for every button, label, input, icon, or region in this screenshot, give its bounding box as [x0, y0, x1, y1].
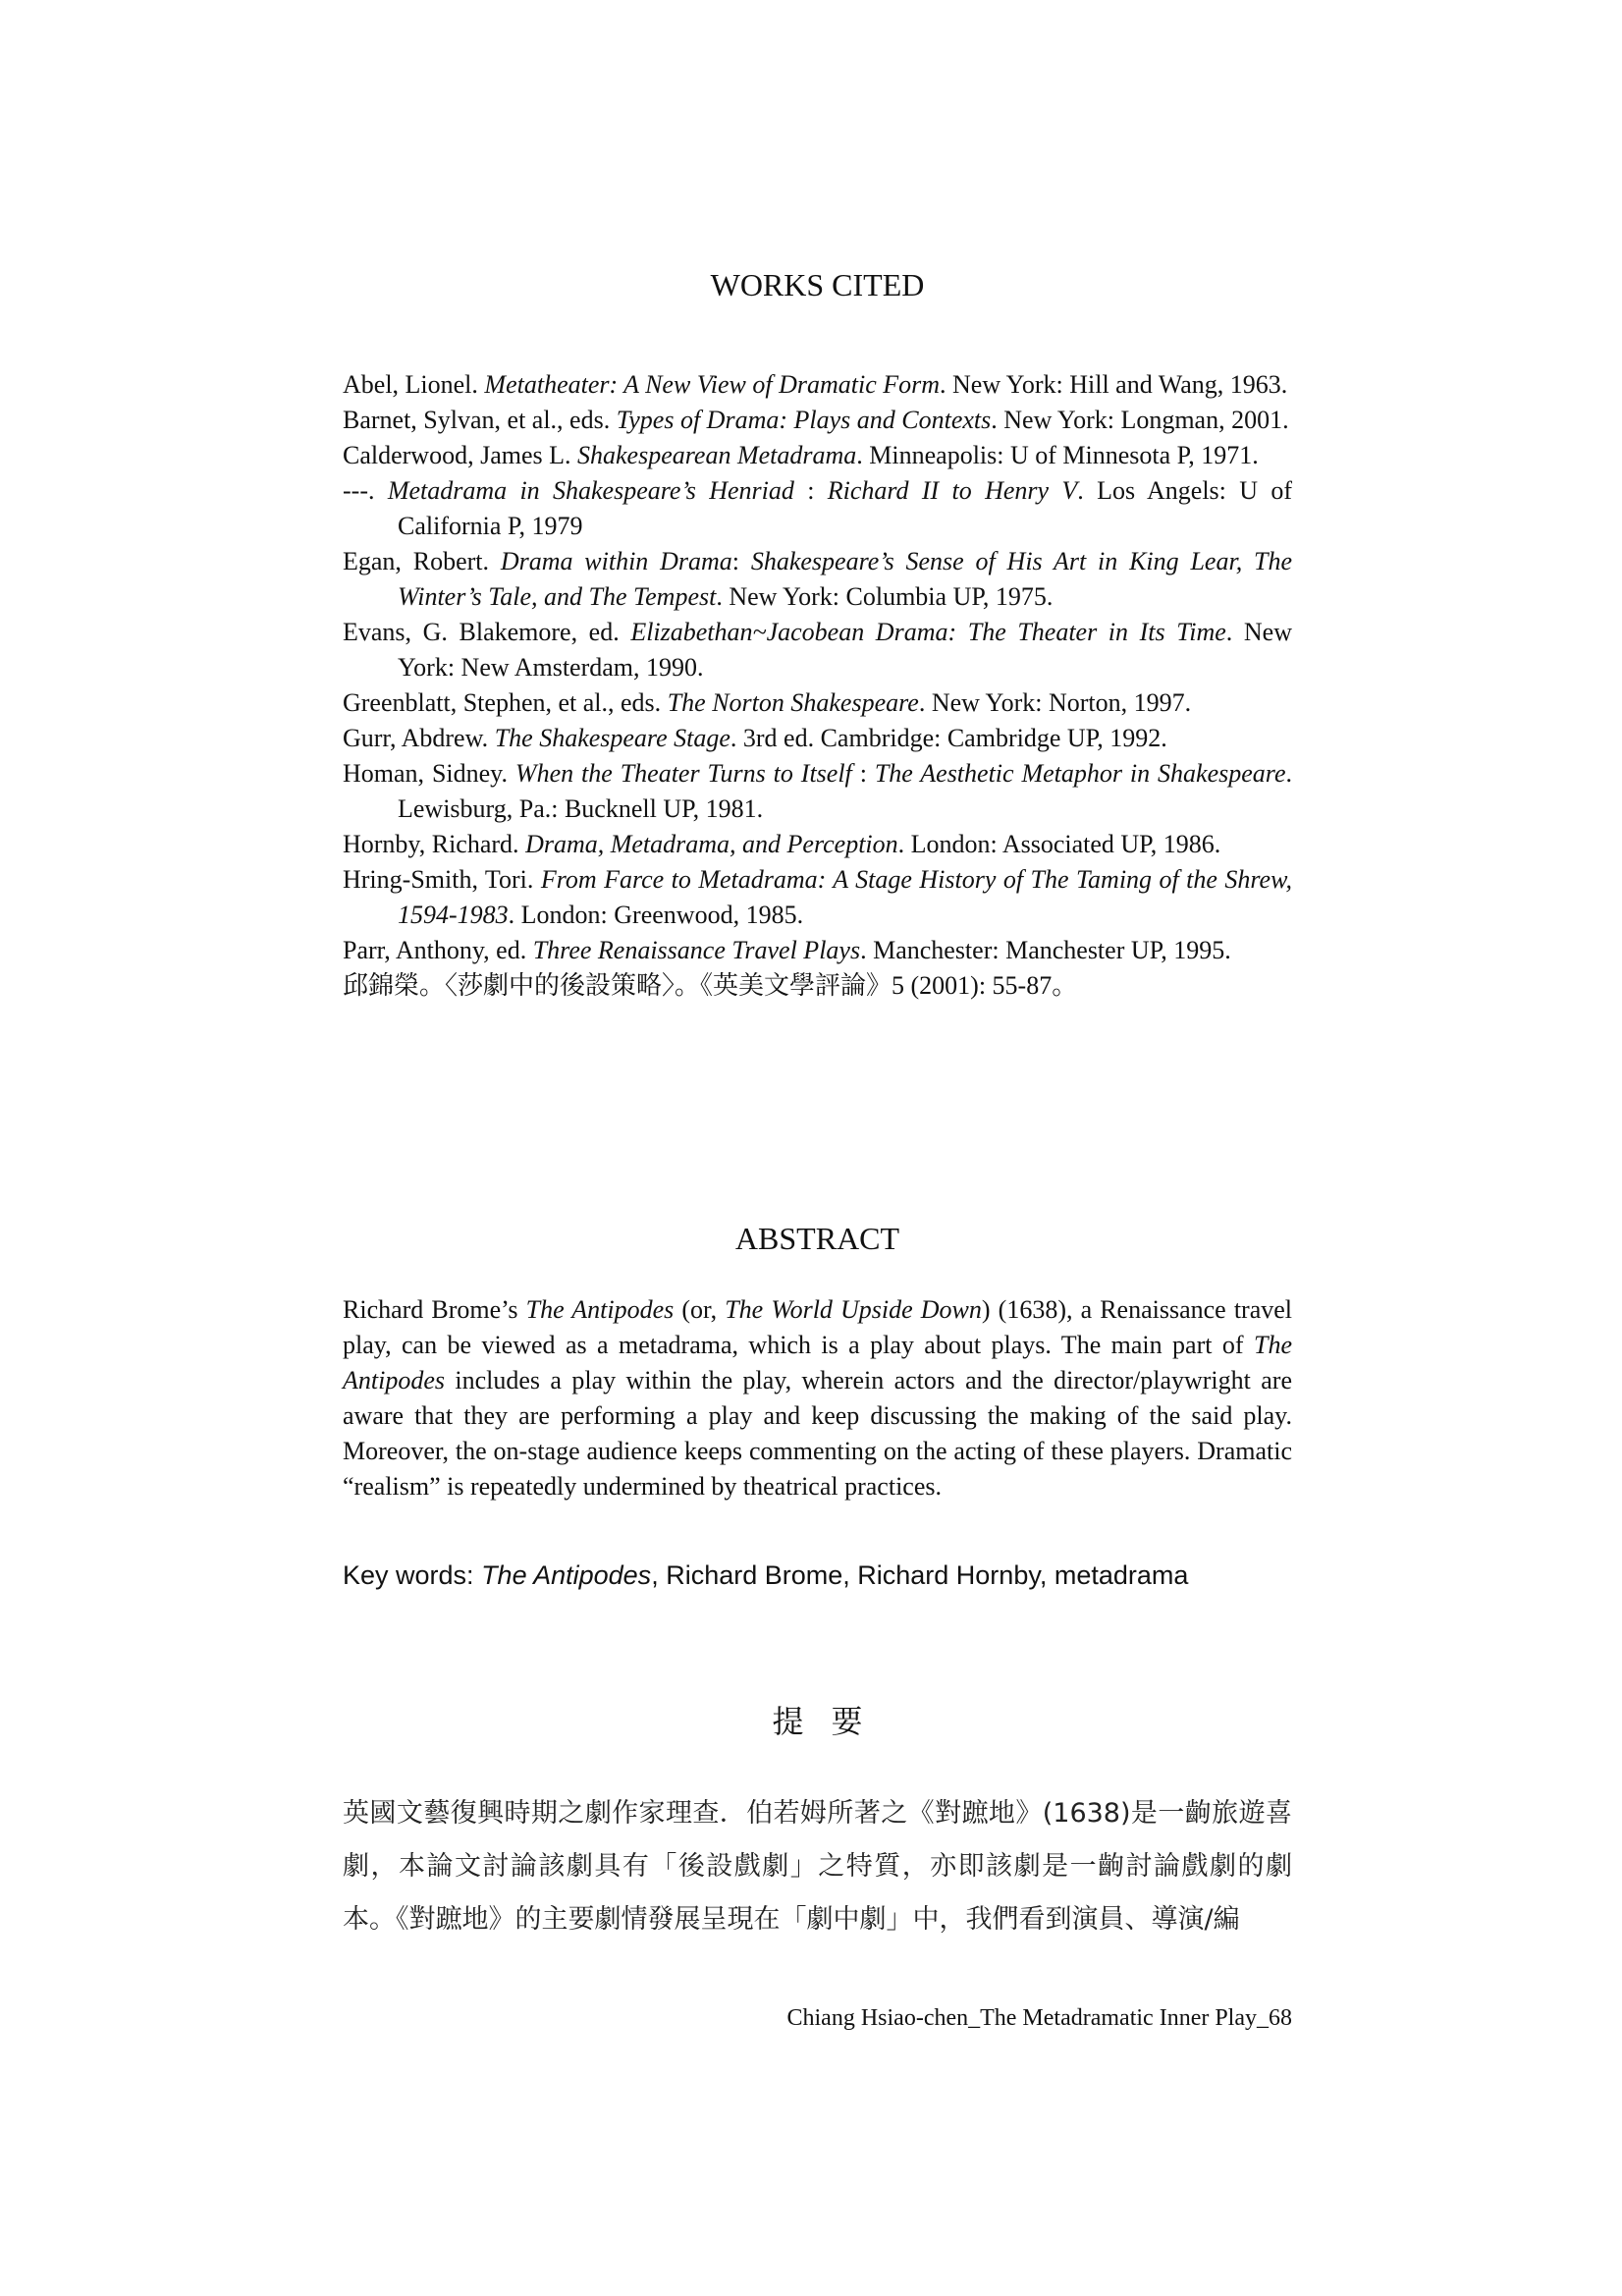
reference-title: From Farce to Metadrama: A Stage History of The Taming of the Shrew, 1594-1983	[398, 865, 1292, 929]
reference-text: . New York: Longman, 2001.	[991, 406, 1289, 434]
chinese-abstract-paragraph: 英國文藝復興時期之劇作家理查．伯若姆所著之《對蹠地》(1638)是一齣旅遊喜劇，本論文討論該劇具有「後設戲劇」之特質，亦即該劇是一齣討論戲劇的劇本。《對蹠地》的主要劇情發展呈現在「劇中劇」中，我們看到演員、導演/編	[343, 1798, 1292, 1935]
reference-title: Three Renaissance Travel Plays	[532, 936, 861, 964]
reference-text: . London: Greenwood, 1985.	[508, 901, 804, 929]
reference-title: Drama, Metadrama, and Perception	[525, 830, 898, 858]
reference-text: :	[731, 547, 751, 575]
reference-title: Shakespearean Metadrama	[577, 441, 857, 469]
reference-text: :	[851, 759, 875, 788]
reference-text: Homan, Sidney.	[343, 759, 515, 788]
reference-text: Hornby, Richard.	[343, 830, 526, 858]
reference-text: . New York: Norton, 1997.	[918, 688, 1192, 717]
chinese-abstract-heading: 提要	[772, 1703, 891, 1740]
reference-entry	[343, 756, 1292, 827]
reference-text: . London: Associated UP, 1986.	[897, 830, 1221, 858]
reference-entry	[343, 615, 1292, 685]
keywords-line: Key words: The Antipodes, Richard Brome, Richard Hornby, metadrama	[343, 1560, 1189, 1590]
reference-title: Metatheater: A New View of Dramatic Form	[484, 370, 941, 399]
reference-text: Calderwood, James L.	[343, 441, 578, 469]
reference-title: Metadrama in Shakespeare’s Henriad	[387, 476, 794, 505]
reference-text: . 3rd ed. Cambridge: Cambridge UP, 1992.	[730, 724, 1167, 752]
page-footer: Chiang Hsiao-chen_The Metadramatic Inner Play_68	[786, 2005, 1292, 2031]
reference-title: The Shakespeare Stage	[494, 724, 730, 752]
reference-entry	[343, 685, 1292, 721]
reference-title: Richard II to Henry V	[827, 476, 1078, 505]
reference-text: Abel, Lionel.	[343, 370, 485, 399]
reference-entry	[343, 968, 1292, 1004]
reference-text: . Minneapolis: U of Minnesota P, 1971.	[856, 441, 1259, 469]
reference-text: . New York: Columbia UP, 1975.	[716, 582, 1054, 611]
reference-entry	[343, 367, 1292, 403]
reference-text: Greenblatt, Stephen, et al., eds.	[343, 688, 668, 717]
works-cited-list	[343, 342, 1292, 1004]
reference-text: . Lewisburg, Pa.: Bucknell UP, 1981.	[398, 759, 1292, 823]
reference-entry	[343, 403, 1292, 438]
reference-entry	[343, 438, 1292, 473]
reference-entry	[343, 721, 1292, 756]
reference-entry	[343, 544, 1292, 615]
reference-title: The Aesthetic Metaphor in Shakespeare	[874, 759, 1286, 788]
reference-title: The Norton Shakespeare	[667, 688, 919, 717]
reference-text: 邱錦榮。〈莎劇中的後設策略〉。《英美文學評論》5 (2001): 55-87。	[343, 971, 1078, 1000]
abstract-paragraph: Richard Brome’s The Antipodes (or, The World Upside Down) (1638), a Renaissance travel play, can be viewed as a metadrama, which is a play about plays. The main part of The Antipodes includes a play within the play, wherein actors and the director/playwright are aware that they are performing a play and keep discussing the making of the said play. Moreover, the on-stage audience keeps commenting on the acting of these players. Dramatic “realism” is repeatedly undermined by theatrical practices.	[343, 1295, 1292, 1501]
reference-text: ---.	[343, 476, 388, 505]
reference-text: Parr, Anthony, ed.	[343, 936, 533, 964]
reference-text: Gurr, Abdrew.	[343, 724, 495, 752]
reference-text: Hring-Smith, Tori.	[343, 865, 541, 894]
reference-entry	[343, 827, 1292, 862]
reference-text: . New York: Hill and Wang, 1963.	[940, 370, 1288, 399]
reference-title: Shakespeare’s Sense of His Art in King Lear, The Winter’s Tale, and The Tempest	[398, 547, 1293, 611]
reference-title: Elizabethan~Jacobean Drama: The Theater in Its Time	[630, 618, 1226, 646]
works-cited-heading: WORKS CITED	[710, 267, 925, 302]
reference-text: . Manchester: Manchester UP, 1995.	[860, 936, 1231, 964]
reference-text: . Los Angels: U of California P, 1979	[398, 476, 1292, 540]
reference-text: Egan, Robert.	[343, 547, 501, 575]
reference-title: Types of Drama: Plays and Contexts	[616, 406, 992, 434]
reference-entry	[343, 933, 1292, 968]
reference-text: . New York: New Amsterdam, 1990.	[398, 618, 1292, 682]
abstract-heading: ABSTRACT	[734, 1221, 900, 1256]
reference-title: Drama within Drama	[500, 547, 732, 575]
reference-text: Barnet, Sylvan, et al., eds.	[343, 406, 617, 434]
reference-text: Evans, G. Blakemore, ed.	[343, 618, 631, 646]
reference-text: :	[793, 476, 828, 505]
reference-entry	[343, 473, 1292, 544]
reference-entry	[343, 862, 1292, 933]
reference-title: When the Theater Turns to Itself	[514, 759, 852, 788]
